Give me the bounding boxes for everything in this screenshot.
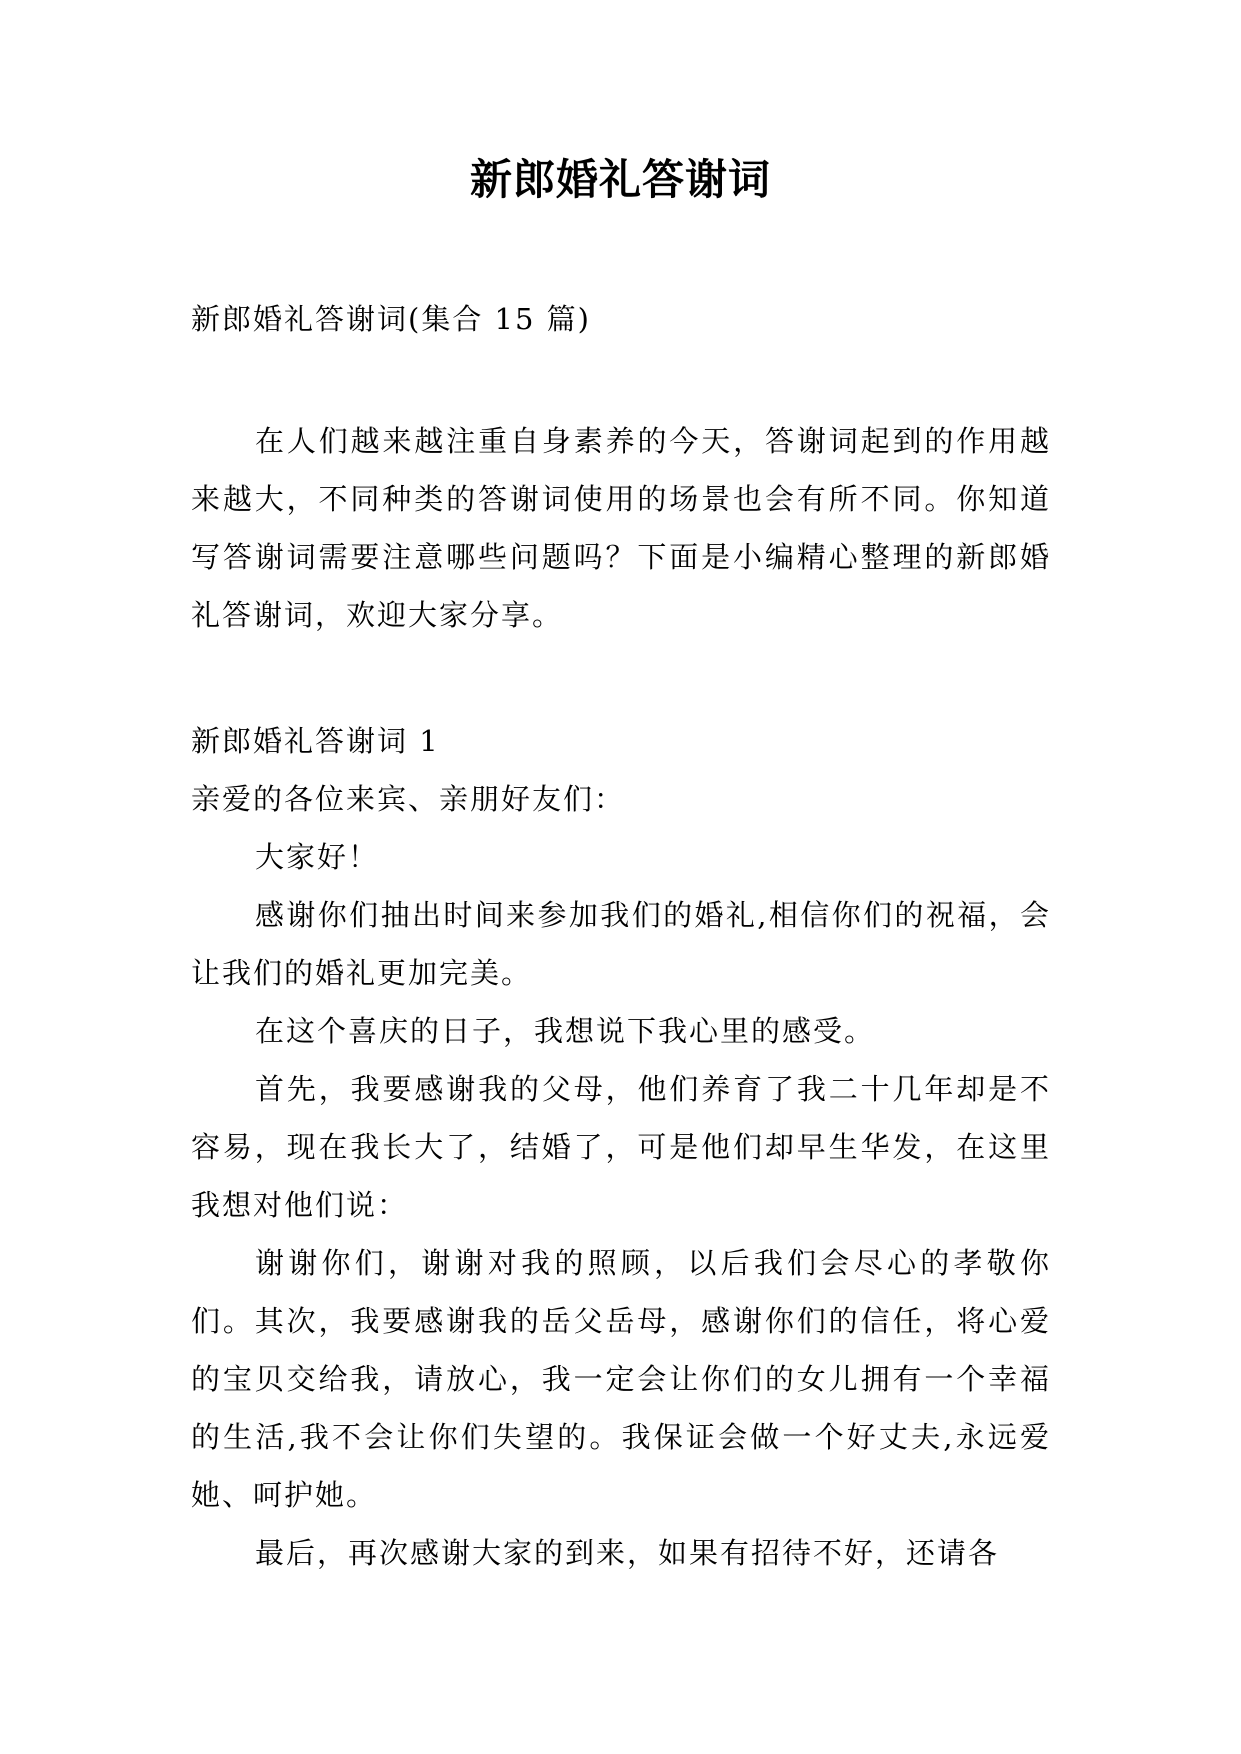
body-paragraph-3: 在这个喜庆的日子，我想说下我心里的感受。 [255,1014,876,1048]
document-subtitle: 新郎婚礼答谢词(集合 15 篇) [191,302,591,336]
section-heading: 新郎婚礼答谢词 1 [191,724,440,758]
document-title: 新郎婚礼答谢词 [469,155,771,204]
document-body [191,290,1051,1582]
body-paragraph-5: 谢谢你们，谢谢对我的照顾，以后我们会尽心的孝敬你们。其次，我要感谢我的岳父岳母，感谢你们的信任，将心爱的宝贝交给我，请放心，我一定会让你们的女儿拥有一个幸福的生活,我不会让你们失望的。我保证会做一个好丈夫,永远爱她、呵护她。 [191,1246,1051,1512]
body-paragraph-2: 感谢你们抽出时间来参加我们的婚礼,相信你们的祝福，会让我们的婚礼更加完美。 [191,898,1051,990]
body-paragraph-6: 最后，再次感谢大家的到来，如果有招待不好，还请各 [255,1536,1000,1570]
salutation: 亲爱的各位来宾、亲朋好友们： [191,782,626,816]
intro-paragraph: 在人们越来越注重自身素养的今天，答谢词起到的作用越来越大，不同种类的答谢词使用的场景也会有所不同。你知道写答谢词需要注意哪些问题吗？下面是小编精心整理的新郎婚礼答谢词，欢迎大家分享。 [191,424,1051,632]
body-paragraph-4: 首先，我要感谢我的父母，他们养育了我二十几年却是不容易，现在我长大了，结婚了，可是他们却早生华发，在这里我想对他们说： [191,1072,1051,1222]
body-paragraph-1: 大家好！ [255,840,380,874]
